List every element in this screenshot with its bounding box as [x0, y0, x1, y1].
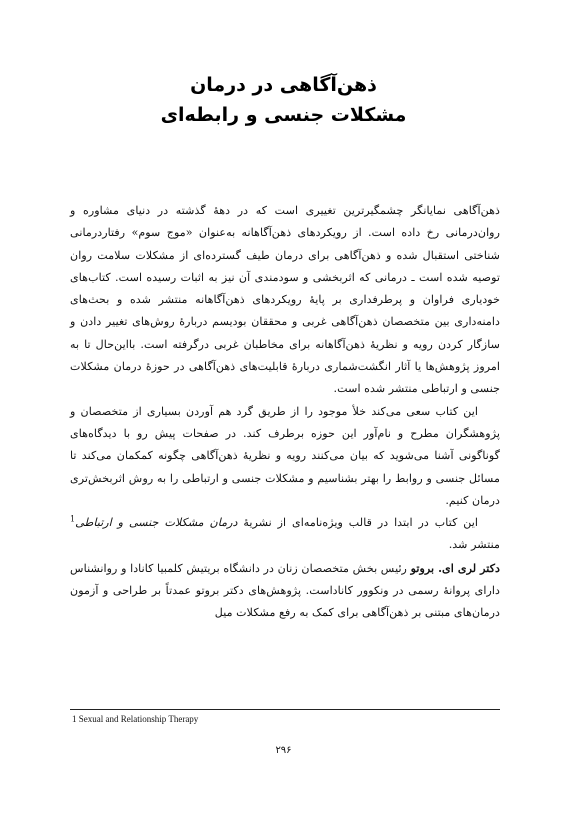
- journal-title: درمان مشکلات جنسی و ارتباطی: [75, 516, 238, 530]
- paragraph-1: ذهن‌آگاهی نمایانگر چشمگیرترین تغییری است که در دهۀ گذشته در دنیای مشاوره و روان‌درمانی رخ داده است. از رویکردهای ذهن‌آگاهانه به‌عنوان «موج سوم» رفتاردرمانی شناختی استقبال شده و ذهن‌آگاهی برای درمان طیف گسترده‌ای از مشکلات سلامت روان توصیه شده است ـ درمانی که اثربخشی و سودمندی آن نیز به اثبات رسیده است. کتاب‌های خودیاری فراوان و پرطرفداری بر پایۀ رویکردهای ذهن‌آگاهانه منتشر شده و بحث‌های دامنه‌داری بین متخصصان ذهن‌آگاهی غربی و محققان بودیسم دربارۀ روش‌های تغییر دادن و سازگار کردن رویه و نظریۀ ذهن‌آگاهانه برای مخاطبان غربی درگرفته است. بااین‌حال تا به امروز پژوهش‌ها یا آثار انگشت‌شماری دربارۀ قابلیت‌های ذهن‌آگاهی در حوزۀ درمان مشکلات جنسی و ارتباطی منتشر شده است.: [70, 204, 500, 396]
- footnote-divider: [70, 709, 500, 710]
- paragraph-2: این کتاب سعی می‌کند خلأ موجود را از طریق گرد هم آوردن بسیاری از متخصصان و پژوهشگران مطرح و نام‌آور این حوزه برطرف کند. در صفحات پیش رو با دیدگاه‌های گوناگونی آشنا می‌شوید که بیان می‌کنند رویه و نظریۀ ذهن‌آگاهی چگونه کمکمان می‌کند تا مسائل جنسی و روابط را بهتر بشناسیم و مشکلات جنسی و ارتباطی را به روش اثربخش‌تری درمان کنیم.: [70, 404, 500, 507]
- paragraph-3-end: منتشر شد.: [448, 538, 500, 552]
- footnote-marker: 1: [70, 514, 76, 524]
- paragraph-4: [70, 557, 500, 625]
- author-name: دکتر لری ای. بروتو: [410, 560, 500, 575]
- title-line-2: مشکلات جنسی و رابطه‌ای: [160, 104, 407, 126]
- title-line-1: ذهن‌آگاهی در درمان: [190, 74, 377, 96]
- body-text: [70, 200, 500, 625]
- footnote: 1 Sexual and Relationship Therapy: [72, 714, 199, 724]
- paragraph-3: [70, 512, 500, 557]
- paragraph-4-text: رئیس بخش متخصصان زنان در دانشگاه بریتیش کلمبیا کانادا و روانشناس دارای پروانۀ رسمی در ونکوور کاناداست. پژوهش‌های دکتر بروتو عمدتاً بر طراحی و آزمون درمان‌های مبتنی بر ذهن‌آگاهی برای کمک به رفع مشکلات میل: [70, 561, 500, 620]
- paragraph-3-text: این کتاب در ابتدا در قالب ویژه‌نامه‌ای از نشریۀ: [237, 516, 478, 530]
- page-number: ۲۹۶: [275, 745, 292, 756]
- chapter-title: [0, 70, 567, 130]
